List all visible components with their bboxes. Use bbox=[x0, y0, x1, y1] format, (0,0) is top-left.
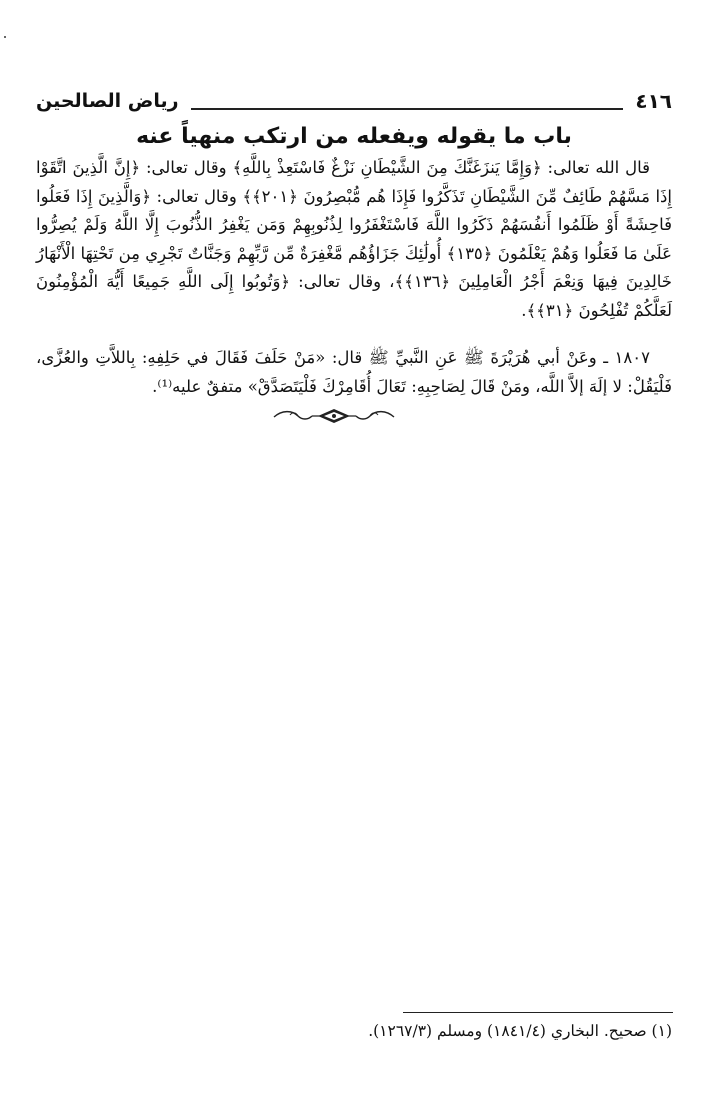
page-header bbox=[36, 86, 672, 116]
hadith-paragraph bbox=[36, 344, 672, 401]
scan-speck bbox=[4, 36, 6, 38]
page-number: ٤١٦ bbox=[635, 89, 672, 113]
footnote-rule bbox=[403, 1012, 673, 1013]
chapter-title: باب ما يقوله ويفعله من ارتكب منهياً عنه bbox=[136, 124, 572, 149]
verses-paragraph bbox=[36, 154, 672, 325]
decorative-divider-icon bbox=[268, 404, 400, 428]
header-rule bbox=[191, 108, 624, 110]
verses-text: قال الله تعالى: ﴿وَإِمَّا يَنزَغَنَّكَ مِنَ الشَّيْطَانِ نَزْغٌ فَاسْتَعِذْ بِاللَّهِ﴾ وقال تعالى: ﴿إِنَّ الَّذِينَ اتَّقَوْا إِذَا مَسَّهُمْ طَائِفٌ مِّنَ الشَّيْطَانِ تَذَكَّرُوا فَإِذَا هُم مُّبْصِرُونَ ﴿٢٠١﴾﴾ وقال تعالى: ﴿وَالَّذِينَ إِذَا فَعَلُوا فَاحِشَةً أَوْ ظَلَمُوا أَنفُسَهُمْ ذَكَرُوا اللَّهَ فَاسْتَغْفَرُوا لِذُنُوبِهِمْ وَمَن يَغْفِرُ الذُّنُوبَ إِلَّا اللَّهُ وَلَمْ يُصِرُّوا عَلَىٰ مَا فَعَلُوا وَهُمْ يَعْلَمُونَ ﴿١٣٥﴾ أُولَٰئِكَ جَزَاؤُهُم مَّغْفِرَةٌ مِّن رَّبِّهِمْ وَجَنَّاتٌ تَجْرِي مِن تَحْتِهَا الْأَنْهَارُ خَالِدِينَ فِيهَا وَنِعْمَ أَجْرُ الْعَامِلِينَ ﴿١٣٦﴾﴾، وقال تعالى: ﴿وَتُوبُوا إِلَى اللَّهِ جَمِيعًا أَيُّهَ الْمُؤْمِنُونَ لَعَلَّكُمْ تُفْلِحُونَ ﴿٣١﴾﴾. bbox=[36, 158, 672, 320]
footnote: (١) صحيح. البخاري (١٨٤١/٤) ومسلم (١٢٦٧/٣). bbox=[368, 1022, 672, 1040]
hadith-text: ١٨٠٧ ـ وعَنْ أبي هُرَيْرَةَ ﷺ عَنِ النَّبيِّ ﷺ قال: «مَنْ حَلَفَ فَقَالَ في حَلِفِهِ: بِاللاَّتِ والعُزَّى، فَلْيَقُلْ: لا إلَهَ إلاَّ اللَّه، ومَنْ قَالَ لِصَاحِبِهِ: تَعَالَ أُقَامِرْكَ فَلْيَتَصَدَّقْ» متفقٌ عليه⁽¹⁾. bbox=[36, 348, 672, 396]
running-title: رياض الصالحين bbox=[36, 90, 179, 112]
